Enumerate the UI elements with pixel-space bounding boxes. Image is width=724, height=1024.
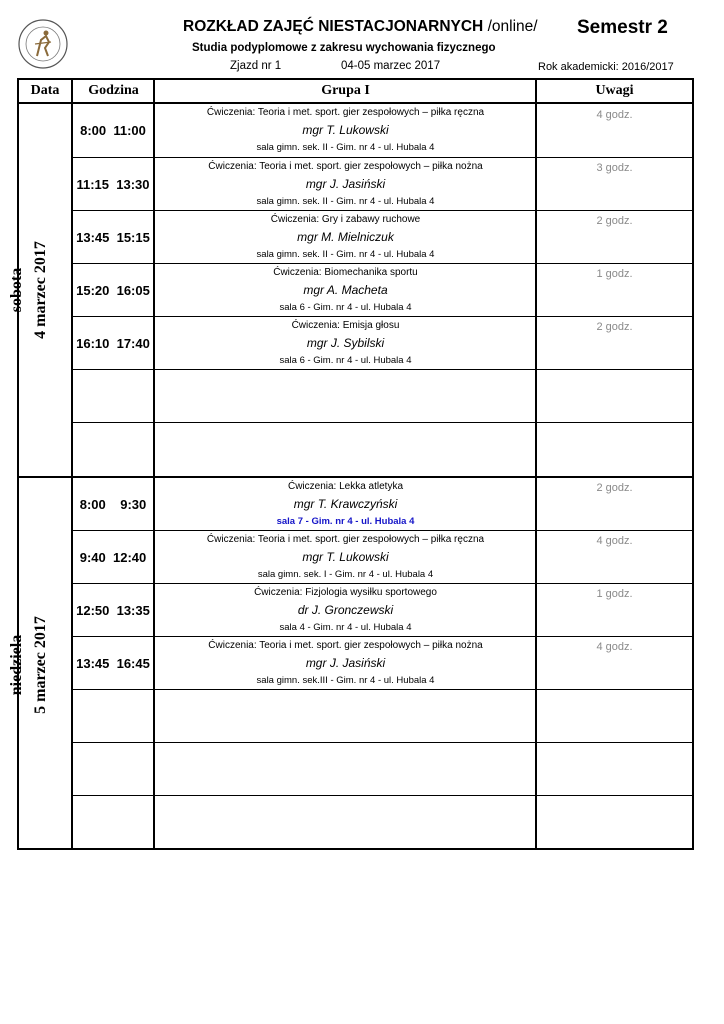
teacher: mgr A. Macheta [303, 283, 388, 297]
time-slot: 8:00 11:00 [80, 123, 146, 138]
class-entry [155, 637, 536, 690]
class-entry [155, 584, 536, 637]
hours-note: 2 godz. [596, 215, 633, 227]
room: sala 6 - Gim. nr 4 - ul. Hubala 4 [279, 355, 412, 366]
hours-note: 4 godz. [596, 641, 633, 653]
class-entry [155, 264, 536, 317]
room: sala 6 - Gim. nr 4 - ul. Hubala 4 [279, 302, 412, 313]
time-slot: 15:20 16:05 [76, 283, 150, 298]
day-label-sunday: niedziela 5 marzec 2017 [8, 616, 49, 714]
teacher: mgr T. Lukowski [302, 550, 389, 564]
column-header-data: Data [30, 83, 60, 98]
time-slot: 9:40 12:40 [79, 550, 147, 565]
time-slot: 13:45 15:15 [76, 230, 150, 245]
column-header-grupa: Grupa I [321, 83, 370, 98]
subject: Ćwiczenia: Emisja głosu [291, 320, 400, 331]
room: sala gimn. sek. II - Gim. nr 4 - ul. Hubala 4 [256, 249, 435, 260]
subject: Ćwiczenia: Teoria i met. sport. gier zespołowych – piłka ręczna [206, 107, 485, 118]
teacher: mgr J. Jasiński [305, 177, 386, 191]
time-slot: 12:50 13:35 [76, 603, 150, 618]
teacher: mgr J. Jasiński [305, 656, 386, 670]
subject: Ćwiczenia: Gry i zabawy ruchowe [270, 214, 421, 225]
row-divider [71, 742, 694, 743]
hours-note: 4 godz. [596, 535, 633, 547]
subject: Ćwiczenia: Lekka atletyka [287, 481, 404, 492]
room: sala gimn. sek.III - Gim. nr 4 - ul. Hubala 4 [256, 675, 435, 686]
university-seal-logo [17, 18, 69, 70]
class-entry [155, 104, 536, 157]
hours-note: 1 godz. [596, 268, 633, 280]
semester-label: Semestr 2 [577, 17, 668, 38]
class-entry [155, 478, 536, 531]
time-slot: 11:15 13:30 [76, 177, 150, 192]
academic-year: Rok akademicki: 2016/2017 [538, 61, 674, 73]
teacher: mgr T. Krawczyński [293, 497, 398, 511]
teacher: mgr T. Lukowski [302, 123, 389, 137]
teacher: dr J. Gronczewski [297, 603, 394, 617]
room: sala 7 - Gim. nr 4 - ul. Hubala 4 [276, 516, 415, 527]
room: sala gimn. sek. II - Gim. nr 4 - ul. Hubala 4 [256, 142, 435, 153]
hours-note: 4 godz. [596, 109, 633, 121]
column-header-godzina: Godzina [88, 83, 139, 98]
subject: Ćwiczenia: Biomechanika sportu [273, 267, 418, 278]
column-divider [71, 78, 73, 850]
subject: Ćwiczenia: Teoria i met. sport. gier zespołowych – piłka nożna [208, 640, 483, 651]
hours-note: 1 godz. [596, 588, 633, 600]
teacher: mgr M. Mielniczuk [297, 230, 394, 244]
class-entry [155, 317, 536, 370]
session-dates: 04-05 marzec 2017 [341, 60, 441, 72]
column-header-uwagi: Uwagi [595, 83, 634, 98]
room: sala gimn. sek. I - Gim. nr 4 - ul. Hubala 4 [257, 569, 434, 580]
hours-note: 2 godz. [596, 321, 633, 333]
subject: Ćwiczenia: Teoria i met. sport. gier zespołowych – piłka ręczna [206, 534, 485, 545]
hours-note: 3 godz. [596, 162, 633, 174]
class-entry [155, 531, 536, 584]
subject: Ćwiczenia: Fizjologia wysiłku sportowego [254, 587, 437, 598]
time-slot: 13:45 16:45 [76, 656, 150, 671]
document-title: ROZKŁAD ZAJĘĆ NIESTACJONARNYCH /online/ [183, 18, 538, 35]
hours-note: 2 godz. [596, 482, 633, 494]
subject: Ćwiczenia: Teoria i met. sport. gier zespołowych – piłka nożna [208, 161, 483, 172]
row-divider [71, 795, 694, 796]
teacher: mgr J. Sybilski [306, 336, 385, 350]
row-divider [71, 422, 694, 423]
time-slot: 16:10 17:40 [76, 336, 150, 351]
session-number: Zjazd nr 1 [230, 60, 282, 72]
room: sala gimn. sek. II - Gim. nr 4 - ul. Hubala 4 [256, 196, 435, 207]
room: sala 4 - Gim. nr 4 - ul. Hubala 4 [279, 622, 412, 633]
class-entry [155, 211, 536, 264]
time-slot: 8:00 9:30 [79, 497, 147, 512]
class-entry [155, 158, 536, 211]
day-label-saturday: sobota 4 marzec 2017 [8, 241, 49, 339]
program-subtitle: Studia podyplomowe z zakresu wychowania fizycznego [192, 42, 496, 54]
